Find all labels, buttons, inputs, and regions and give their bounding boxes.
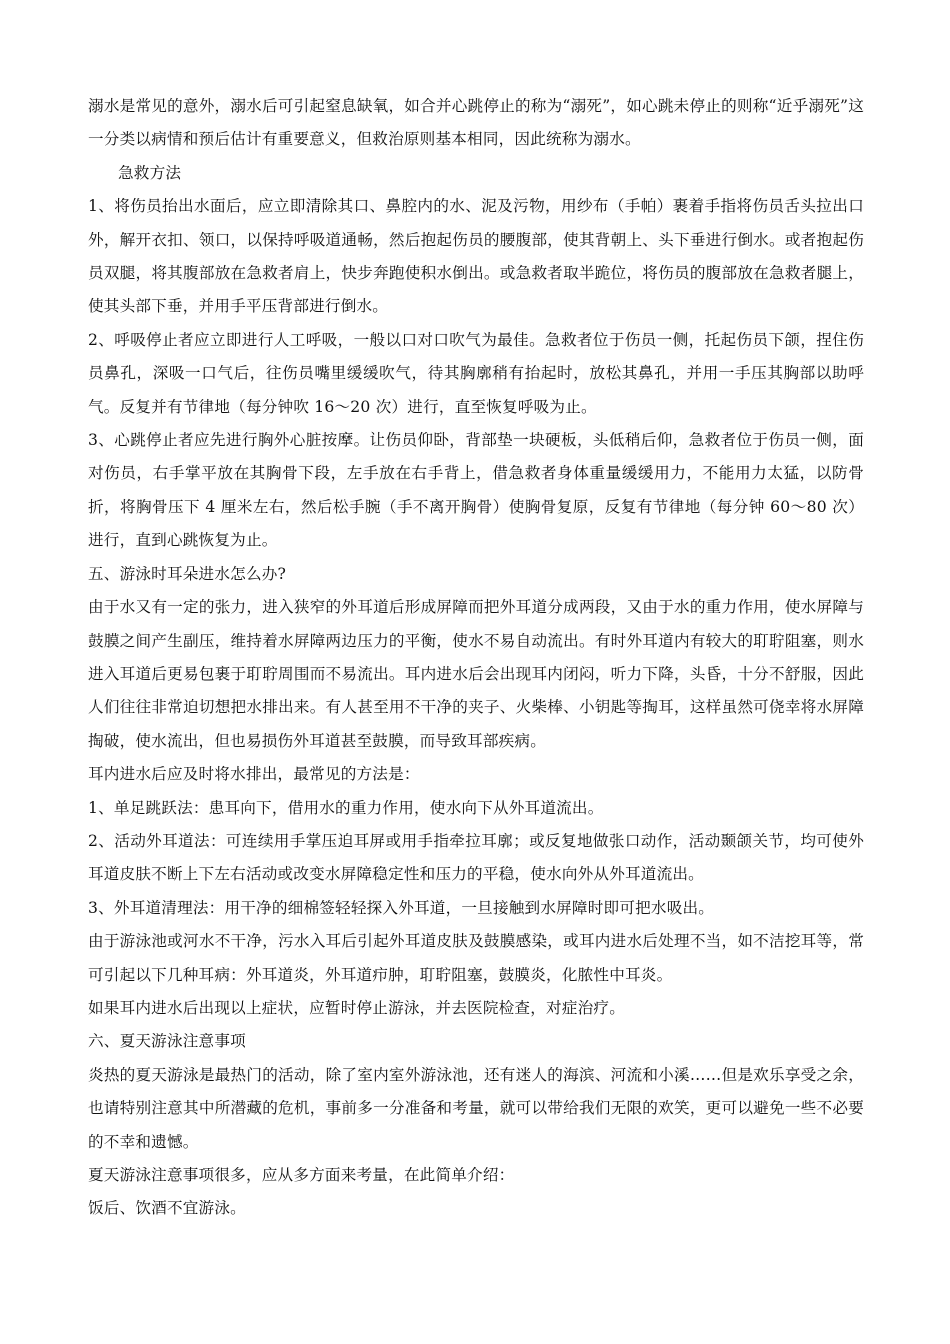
- section-heading-ear-water: 五、游泳时耳朵进水怎么办?: [88, 564, 287, 583]
- ear-method-2: 2、活动外耳道法：可连续用手掌压迫耳屏或用手指牵拉耳廓；或反复地做张口动作，活动颞颌关节，均可使外耳道皮肤不断上下左右活动或改变水屏障稳定性和压力的平稳，使水向外从外耳道流出。: [88, 831, 864, 884]
- ear-advice-paragraph: 如果耳内进水后出现以上症状，应暂时停止游泳，并去医院检查，对症治疗。: [88, 998, 625, 1017]
- document-page: [88, 90, 864, 1226]
- first-aid-step-2: 2、呼吸停止者应立即进行人工呼吸，一般以口对口吹气为最佳。急救者位于伤员一侧，托起伤员下颌，捏住伤员鼻孔，深吸一口气后，往伤员嘴里缓缓吹气，待其胸廓稍有抬起时，放松其鼻孔，并用一手压其胸部以助呼气。反复并有节律地（每分钟吹 16～20 次）进行，直至恢复呼吸为止。: [88, 330, 864, 416]
- ear-water-explanation: 由于水又有一定的张力，进入狭窄的外耳道后形成屏障而把外耳道分成两段，又由于水的重力作用，使水屏障与鼓膜之间产生副压，维持着水屏障两边压力的平衡，使水不易自动流出。有时外耳道内有较大的耵聍阻塞，则水进入耳道后更易包裹于耵聍周围而不易流出。耳内进水后会出现耳内闭闷，听力下降，头昏，十分不舒服，因此人们往往非常迫切想把水排出来。有人甚至用不干净的夹子、火柴棒、小钥匙等掏耳，这样虽然可侥幸将水屏障掏破，使水流出，但也易损伤外耳道甚至鼓膜，而导致耳部疾病。: [88, 598, 864, 750]
- section-heading-first-aid: 急救方法: [118, 163, 182, 182]
- first-aid-step-3: 3、心跳停止者应先进行胸外心脏按摩。让伤员仰卧，背部垫一块硬板，头低稍后仰，急救者位于伤员一侧，面对伤员，右手掌平放在其胸骨下段，左手放在右手背上，借急救者身体重量缓缓用力，不能用力太猛，以防骨折，将胸骨压下 4 厘米左右，然后松手腕（手不离开胸骨）使胸骨复原，反复有节律地（每分钟 60～80 次）进行，直到心跳恢复为止。: [88, 431, 864, 550]
- ear-method-3: 3、外耳道清理法：用干净的细棉签轻轻探入外耳道，一旦接触到水屏障时即可把水吸出。: [88, 898, 715, 917]
- summer-swimming-notes-intro: 夏天游泳注意事项很多，应从多方面来考量，在此简单介绍：: [88, 1166, 515, 1184]
- ear-disease-paragraph: 由于游泳池或河水不干净，污水入耳后引起外耳道皮肤及鼓膜感染，或耳内进水后处理不当，如不洁挖耳等，常可引起以下几种耳病：外耳道炎，外耳道疖肿，耵聍阻塞，鼓膜炎，化脓性中耳炎。: [88, 932, 864, 984]
- section-heading-summer-swimming: 六、夏天游泳注意事项: [88, 1032, 246, 1051]
- ear-water-methods-intro: 耳内进水后应及时将水排出，最常见的方法是：: [88, 765, 420, 784]
- intro-paragraph: 溺水是常见的意外，溺水后可引起窒息缺氧，如合并心跳停止的称为“溺死”，如心跳未停止的则称“近乎溺死”这一分类以病情和预后估计有重要意义，但救治原则基本相同，因此统称为溺水。: [88, 97, 864, 149]
- ear-method-1: 1、单足跳跃法：患耳向下，借用水的重力作用，使水向下从外耳道流出。: [88, 798, 604, 817]
- summer-swimming-note-1: 饭后、饮酒不宜游泳。: [88, 1199, 246, 1218]
- first-aid-step-1: 1、将伤员抬出水面后，应立即清除其口、鼻腔内的水、泥及污物，用纱布（手帕）裹着手指将伤员舌头拉出口外，解开衣扣、领口，以保持呼吸道通畅，然后抱起伤员的腰腹部，使其背朝上、头下垂进行倒水。或者抱起伤员双腿，将其腹部放在急救者肩上，快步奔跑使积水倒出。或急救者取半跪位，将伤员的腹部放在急救者腿上，使其头部下垂，并用手平压背部进行倒水。: [88, 197, 864, 316]
- summer-swimming-intro: 炎热的夏天游泳是最热门的活动，除了室内室外游泳池，还有迷人的海滨、河流和小溪……但是欢乐享受之余，也请特别注意其中所潜藏的危机，事前多一分准备和考量，就可以带给我们无限的欢笑，更可以避免一些不必要的不幸和遗憾。: [88, 1065, 864, 1151]
